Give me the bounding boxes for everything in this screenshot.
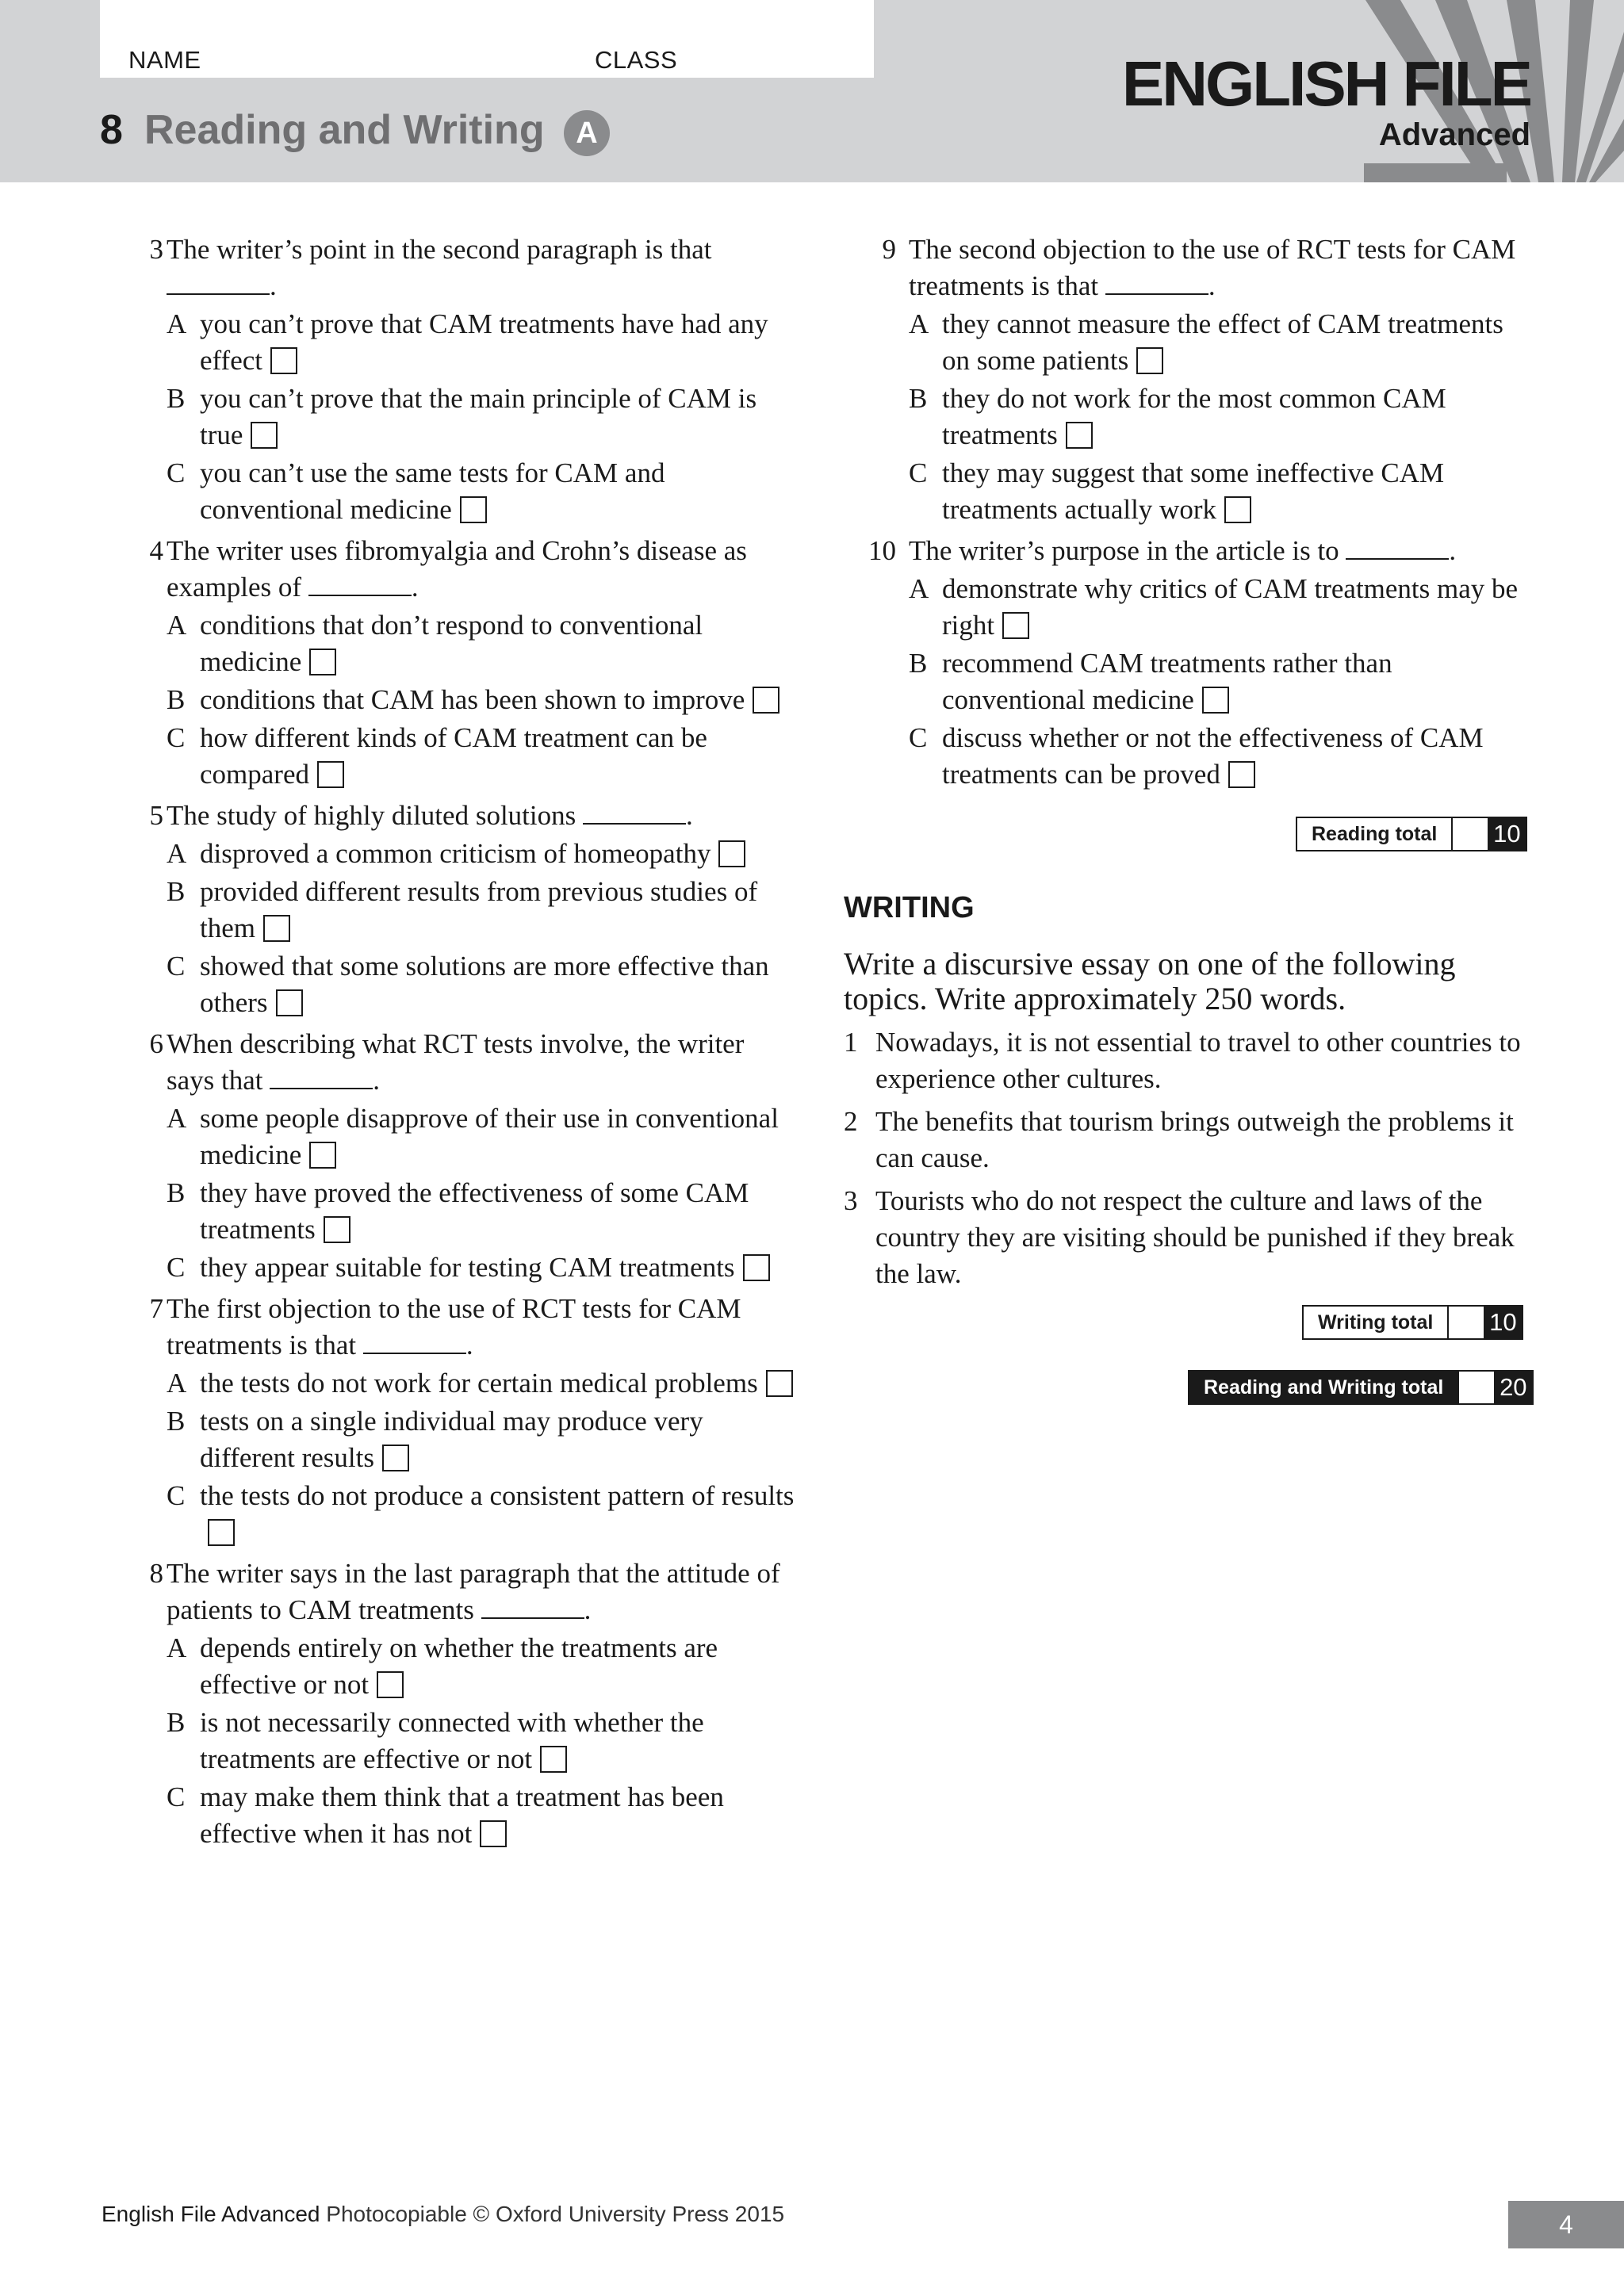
answer-checkbox[interactable] bbox=[1002, 612, 1029, 639]
footer bbox=[102, 2202, 784, 2227]
question-8 bbox=[132, 1556, 798, 1852]
stem-period: . bbox=[373, 1065, 381, 1096]
option-text: the tests do not produce a consistent pattern of results bbox=[200, 1480, 795, 1511]
option-b bbox=[167, 381, 798, 453]
option-c bbox=[167, 1779, 798, 1852]
writing-total-box bbox=[1302, 1305, 1523, 1340]
questions-left-column bbox=[132, 232, 798, 1854]
answer-checkbox[interactable] bbox=[1136, 347, 1163, 374]
brand-subtitle: Advanced bbox=[1378, 117, 1530, 152]
answer-checkbox[interactable] bbox=[1066, 422, 1093, 449]
answer-checkbox[interactable] bbox=[540, 1746, 567, 1773]
question-stem bbox=[909, 232, 1529, 304]
option-letter: C bbox=[167, 722, 186, 753]
option-c bbox=[167, 948, 798, 1021]
question-7 bbox=[132, 1291, 798, 1551]
option-a bbox=[167, 306, 798, 379]
grand-total-box bbox=[1188, 1370, 1534, 1405]
option-text: tests on a single individual may produce very different results bbox=[200, 1406, 703, 1473]
option-letter: C bbox=[909, 722, 928, 753]
option-letter: C bbox=[167, 1781, 186, 1812]
unit-title: Reading and Writing bbox=[144, 107, 545, 153]
option-text: you can’t prove that the main principle of CAM is true bbox=[200, 383, 757, 450]
topic-number: 2 bbox=[844, 1106, 858, 1137]
question-3 bbox=[132, 232, 798, 528]
stem-period: . bbox=[411, 572, 419, 603]
reading-total-max: 10 bbox=[1488, 818, 1526, 850]
option-b bbox=[909, 381, 1529, 453]
answer-checkbox[interactable] bbox=[460, 496, 487, 523]
answer-blank bbox=[481, 1594, 584, 1619]
topic-number: 1 bbox=[844, 1027, 858, 1058]
question-10 bbox=[861, 533, 1529, 793]
stem-text: The writer says in the last paragraph that the attitude of patients to CAM treatments bbox=[167, 1558, 780, 1625]
option-letter: C bbox=[909, 457, 928, 488]
option-text: discuss whether or not the effectiveness of CAM treatments can be proved bbox=[942, 722, 1484, 790]
option-text: disproved a common criticism of homeopathy bbox=[200, 838, 711, 869]
question-number: 5 bbox=[149, 800, 163, 831]
answer-blank bbox=[1346, 534, 1449, 560]
stem-period: . bbox=[1449, 535, 1457, 566]
stem-text: The writer’s purpose in the article is to bbox=[909, 535, 1339, 566]
question-9 bbox=[861, 232, 1529, 528]
option-letter: A bbox=[167, 308, 187, 339]
option-letter: A bbox=[909, 308, 929, 339]
grand-total-max: 20 bbox=[1494, 1372, 1532, 1403]
answer-checkbox[interactable] bbox=[377, 1671, 404, 1698]
answer-blank bbox=[308, 571, 412, 596]
option-text: conditions that CAM has been shown to improve bbox=[200, 684, 745, 715]
option-letter: B bbox=[167, 876, 186, 907]
answer-checkbox[interactable] bbox=[766, 1370, 793, 1397]
page-number: 4 bbox=[1508, 2201, 1624, 2248]
header-band bbox=[0, 0, 1624, 182]
footer-rights: Photocopiable © Oxford University Press 2015 bbox=[326, 2202, 785, 2226]
stem-text: The first objection to the use of RCT tests for CAM treatments is that bbox=[167, 1293, 741, 1360]
writing-total-label: Writing total bbox=[1318, 1311, 1434, 1334]
answer-blank bbox=[583, 799, 686, 825]
option-a bbox=[167, 1630, 798, 1703]
option-text: you can’t use the same tests for CAM and conventional medicine bbox=[200, 457, 665, 525]
option-a bbox=[909, 571, 1529, 644]
answer-checkbox[interactable] bbox=[1202, 687, 1229, 714]
stem-period: . bbox=[1208, 270, 1216, 301]
option-letter: B bbox=[909, 383, 928, 414]
topic-text: Tourists who do not respect the culture and laws of the country they are visiting should be punished if they break the law. bbox=[875, 1185, 1515, 1289]
option-a bbox=[167, 607, 798, 680]
answer-checkbox[interactable] bbox=[382, 1445, 409, 1471]
option-b bbox=[167, 1705, 798, 1777]
option-text: may make them think that a treatment has been effective when it has not bbox=[200, 1781, 724, 1849]
name-class-box bbox=[100, 0, 874, 78]
reading-total-box bbox=[1296, 817, 1527, 851]
option-text: provided different results from previous studies of them bbox=[200, 876, 758, 943]
writing-topic bbox=[844, 1024, 1532, 1097]
answer-blank bbox=[1105, 270, 1208, 295]
stem-period: . bbox=[685, 800, 693, 831]
option-letter: A bbox=[167, 610, 187, 641]
option-b bbox=[167, 874, 798, 947]
answer-checkbox[interactable] bbox=[270, 347, 297, 374]
option-c bbox=[167, 720, 798, 793]
reading-score-field[interactable] bbox=[1451, 818, 1488, 850]
question-6 bbox=[132, 1026, 798, 1286]
answer-checkbox[interactable] bbox=[309, 1142, 336, 1169]
option-letter: A bbox=[167, 1632, 187, 1663]
writing-score-field[interactable] bbox=[1447, 1307, 1484, 1338]
answer-checkbox[interactable] bbox=[753, 687, 779, 714]
question-stem bbox=[167, 1026, 798, 1099]
option-a bbox=[167, 1100, 798, 1173]
grand-total-score-field[interactable] bbox=[1457, 1372, 1494, 1403]
option-text: showed that some solutions are more effective than others bbox=[200, 951, 769, 1018]
question-stem: The writer’s point in the second paragraph is that bbox=[167, 234, 712, 265]
option-text: demonstrate why critics of CAM treatments may be right bbox=[942, 573, 1519, 641]
answer-checkbox[interactable] bbox=[1224, 496, 1251, 523]
answer-checkbox[interactable] bbox=[1228, 761, 1255, 788]
writing-topic bbox=[844, 1104, 1532, 1177]
footer-brand: English File Advanced bbox=[102, 2202, 320, 2226]
option-letter: B bbox=[167, 383, 186, 414]
answer-checkbox[interactable] bbox=[317, 761, 344, 788]
question-number: 6 bbox=[149, 1028, 163, 1059]
question-stem bbox=[167, 1291, 798, 1364]
topic-text: Nowadays, it is not essential to travel to other countries to experience other cultures. bbox=[875, 1027, 1521, 1094]
option-text: they may suggest that some ineffective CAM treatments actually work bbox=[942, 457, 1445, 525]
writing-total-max: 10 bbox=[1484, 1307, 1522, 1338]
option-b bbox=[167, 1403, 798, 1476]
stem-period: . bbox=[584, 1594, 592, 1625]
answer-blank bbox=[363, 1329, 466, 1354]
question-number: 7 bbox=[149, 1293, 163, 1324]
option-c bbox=[909, 455, 1529, 528]
option-letter: C bbox=[167, 1252, 186, 1283]
grand-total-label: Reading and Writing total bbox=[1204, 1376, 1444, 1399]
option-letter: A bbox=[167, 1368, 187, 1399]
answer-checkbox[interactable] bbox=[251, 422, 278, 449]
option-text: some people disapprove of their use in conventional medicine bbox=[200, 1103, 779, 1170]
answer-blank bbox=[270, 1064, 373, 1089]
option-letter: C bbox=[167, 1480, 186, 1511]
topic-number: 3 bbox=[844, 1185, 858, 1216]
question-stem bbox=[167, 533, 798, 606]
option-text: they appear suitable for testing CAM treatments bbox=[200, 1252, 735, 1283]
unit-number: 8 bbox=[100, 107, 123, 153]
option-text: depends entirely on whether the treatments are effective or not bbox=[200, 1632, 718, 1700]
option-b bbox=[909, 645, 1529, 718]
answer-checkbox[interactable] bbox=[718, 840, 745, 867]
questions-right-column bbox=[861, 232, 1529, 794]
option-a bbox=[167, 1365, 798, 1402]
answer-checkbox[interactable] bbox=[743, 1254, 770, 1281]
writing-heading: WRITING bbox=[844, 891, 975, 924]
option-text: they cannot measure the effect of CAM treatments on some patients bbox=[942, 308, 1503, 376]
option-b bbox=[167, 682, 798, 718]
option-letter: C bbox=[167, 951, 186, 982]
answer-checkbox[interactable] bbox=[208, 1519, 235, 1546]
brand-title: ENGLISH FILE bbox=[1121, 48, 1530, 119]
question-4 bbox=[132, 533, 798, 793]
option-text: conditions that don’t respond to conventional medicine bbox=[200, 610, 703, 677]
option-c bbox=[167, 455, 798, 528]
reading-total-label: Reading total bbox=[1312, 823, 1438, 845]
answer-checkbox[interactable] bbox=[276, 989, 303, 1016]
option-b bbox=[167, 1175, 798, 1248]
question-blank-line bbox=[167, 268, 798, 304]
stem-text: The second objection to the use of RCT tests for CAM treatments is that bbox=[909, 234, 1516, 301]
option-text: they have proved the effectiveness of some CAM treatments bbox=[200, 1177, 749, 1245]
question-number: 3 bbox=[149, 234, 163, 265]
option-text: how different kinds of CAM treatment can be compared bbox=[200, 722, 707, 790]
question-number: 10 bbox=[868, 535, 896, 566]
option-c bbox=[167, 1478, 798, 1551]
option-text: recommend CAM treatments rather than conventional medicine bbox=[942, 648, 1392, 715]
topic-text: The benefits that tourism brings outweigh the problems it can cause. bbox=[875, 1106, 1514, 1173]
option-letter: A bbox=[167, 1103, 187, 1134]
option-letter: B bbox=[167, 1406, 186, 1437]
question-stem bbox=[909, 533, 1529, 569]
option-letter: A bbox=[167, 838, 187, 869]
option-text: the tests do not work for certain medical problems bbox=[200, 1368, 758, 1399]
answer-blank bbox=[167, 270, 270, 295]
writing-topic-list bbox=[844, 1024, 1532, 1299]
question-stem bbox=[167, 1556, 798, 1628]
option-text: you can’t prove that CAM treatments have had any effect bbox=[200, 308, 768, 376]
question-number: 4 bbox=[149, 535, 163, 566]
question-number: 9 bbox=[882, 234, 896, 265]
option-text: is not necessarily connected with whether the treatments are effective or not bbox=[200, 1707, 704, 1774]
answer-checkbox[interactable] bbox=[480, 1820, 507, 1847]
version-badge: A bbox=[564, 110, 610, 156]
stem-period: . bbox=[465, 1330, 473, 1360]
writing-topic bbox=[844, 1183, 1532, 1292]
stem-text: The study of highly diluted solutions bbox=[167, 800, 576, 831]
writing-instructions: Write a discursive essay on one of the following topics. Write approximately 250 words. bbox=[844, 946, 1456, 1016]
question-number: 8 bbox=[149, 1558, 163, 1589]
option-c bbox=[167, 1249, 798, 1286]
stem-period: . bbox=[270, 270, 277, 301]
option-a bbox=[167, 836, 798, 872]
option-letter: B bbox=[167, 684, 186, 715]
question-stem bbox=[167, 798, 798, 834]
stem-text: The writer uses fibromyalgia and Crohn’s disease as examples of bbox=[167, 535, 747, 603]
option-letter: B bbox=[167, 1707, 186, 1738]
option-letter: B bbox=[167, 1177, 186, 1208]
name-label: NAME bbox=[128, 46, 201, 74]
option-a bbox=[909, 306, 1529, 379]
option-letter: C bbox=[167, 457, 186, 488]
stem-text: When describing what RCT tests involve, the writer says that bbox=[167, 1028, 745, 1096]
option-text: they do not work for the most common CAM treatments bbox=[942, 383, 1446, 450]
question-5 bbox=[132, 798, 798, 1021]
class-label: CLASS bbox=[595, 46, 678, 74]
option-c bbox=[909, 720, 1529, 793]
answer-checkbox[interactable] bbox=[324, 1216, 350, 1243]
answer-checkbox[interactable] bbox=[309, 649, 336, 675]
option-letter: B bbox=[909, 648, 928, 679]
option-letter: A bbox=[909, 573, 929, 604]
answer-checkbox[interactable] bbox=[263, 915, 290, 942]
